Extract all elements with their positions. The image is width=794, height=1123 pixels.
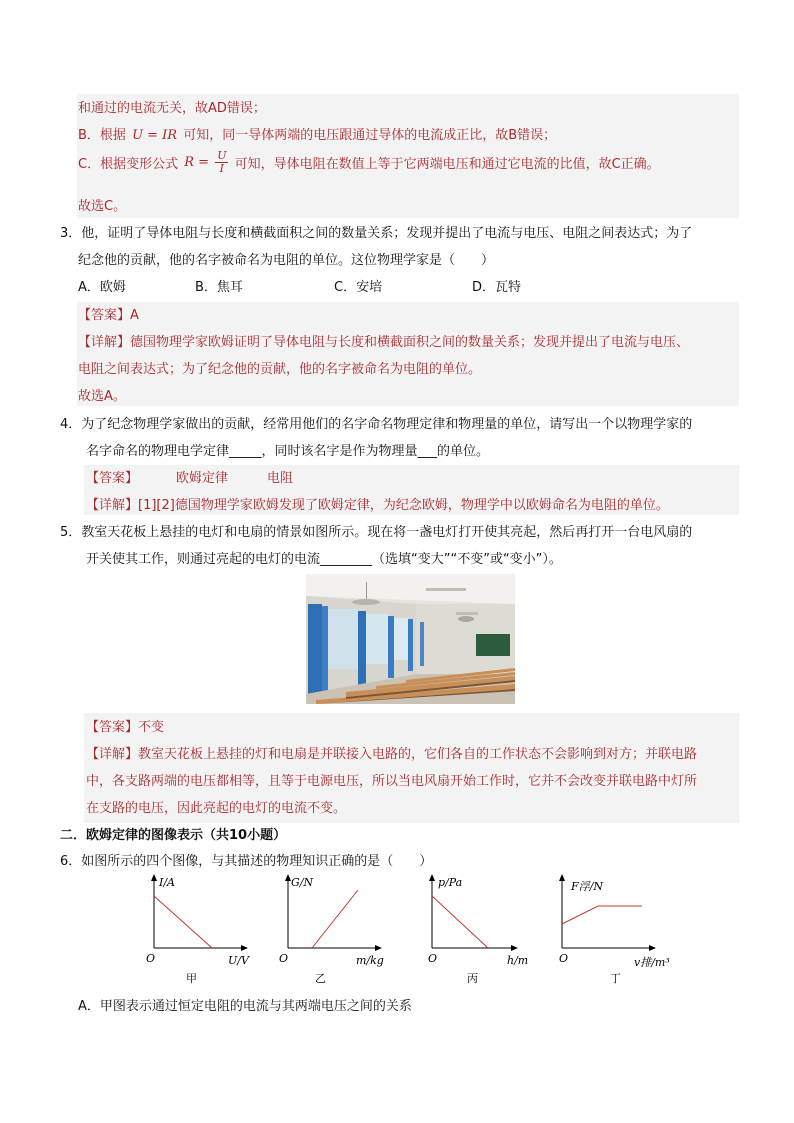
q3-text-line-2: 纪念他的贡献，他的名字被命名为电阻的单位。这位物理学家是（ ） bbox=[78, 253, 495, 268]
graph-bing-caption: 丙 bbox=[467, 972, 478, 985]
q5-text-line-1: 5．教室天花板上悬挂的电灯和电扇的情景如图所示。现在将一盏电灯打开使其亮起，然后再打开一台电风扇的 bbox=[60, 525, 693, 540]
graph-bing-y-label: p/Pa bbox=[438, 876, 463, 889]
graph-yi-y-label: G/N bbox=[291, 876, 314, 889]
q5-answer-value: 不变 bbox=[138, 720, 165, 735]
graph-ding-origin: O bbox=[559, 952, 569, 965]
prev-line-1: 和通过的电流无关，故AD错误； bbox=[78, 101, 266, 116]
q4-detail bbox=[86, 494, 669, 513]
q5-detail-label: 【详解】 bbox=[86, 747, 139, 762]
q5-detail-text-1: 教室天花板上悬挂的灯和电扇是并联接入电路的，它们各自的工作状态不会影响到对方；并联电路 bbox=[138, 747, 698, 762]
q3-answer bbox=[78, 304, 139, 323]
prev-b-formula: U = IR bbox=[132, 128, 178, 143]
graph-yi-x-label: m/kg bbox=[356, 954, 384, 967]
q3-option-c: C．安培 bbox=[334, 280, 383, 295]
prev-c-fraction-denominator: I bbox=[219, 162, 224, 175]
graph-jia-origin: O bbox=[146, 952, 156, 965]
graph-jia-caption: 甲 bbox=[186, 972, 197, 985]
q3-text-line-1: 3．他，证明了导体电阻与长度和横截面积之间的数量关系；发现并提出了电流与电压、电阻之间表达式；为了 bbox=[60, 226, 693, 241]
q3-option-a: A．欧姆 bbox=[78, 280, 126, 295]
q3-conclusion: 故选A。 bbox=[78, 389, 126, 404]
q4-answer bbox=[86, 467, 138, 486]
prev-option-b bbox=[78, 124, 556, 143]
q3-answer-label: 【答案】 bbox=[78, 308, 131, 323]
graph-bing-x-label: h/m bbox=[507, 954, 529, 967]
prev-conclusion: 故选C。 bbox=[78, 199, 127, 214]
q3-detail-line-2: 电阻之间表达式；为了纪念他的贡献，他的名字被命名为电阻的单位。 bbox=[78, 362, 482, 377]
prev-option-c bbox=[78, 150, 660, 175]
prev-c-prefix: C．根据变形公式 bbox=[78, 157, 179, 172]
graph-jia-y-label: I/A bbox=[159, 876, 175, 889]
graph-yi-caption: 乙 bbox=[315, 972, 326, 985]
prev-c-fraction-numerator: U bbox=[217, 149, 227, 162]
q5-answer bbox=[86, 716, 164, 735]
q4-answer-label: 【答案】 bbox=[86, 471, 139, 486]
prev-b-suffix: 可知，同一导体两端的电压跟通过导体的电流成正比，故B错误； bbox=[183, 128, 557, 143]
q6-option-a: A．甲图表示通过恒定电阻的电流与其两端电压之间的关系 bbox=[78, 999, 412, 1014]
q3-detail-text-1: 德国物理学家欧姆证明了导体电阻与长度和横截面积之间的数量关系；发现并提出了电流与电压、 bbox=[130, 335, 690, 350]
prev-b-prefix: B．根据 bbox=[78, 128, 126, 143]
q4-detail-text: [1][2]德国物理学家欧姆发现了欧姆定律，为纪念欧姆，物理学中以欧姆命名为电阻的单位。 bbox=[138, 498, 669, 513]
prev-c-fraction bbox=[215, 150, 228, 175]
q3-detail-line-1 bbox=[78, 331, 689, 350]
graph-bing bbox=[418, 872, 538, 984]
q5-text-line-2: 开关使其工作，则通过亮起的电灯的电流________（选填“变大”“不变”或“变小”）。 bbox=[86, 552, 562, 567]
q3-option-b: B．焦耳 bbox=[195, 280, 243, 295]
graph-ding-x-label: v排/m³ bbox=[634, 956, 670, 969]
graph-jia-x-label: U/V bbox=[228, 954, 249, 967]
q4-answer-1: 欧姆定律 bbox=[176, 471, 229, 486]
graph-bing-origin: O bbox=[428, 952, 438, 965]
q3-answer-box bbox=[77, 302, 739, 406]
q5-detail-line-3: 在支路的电压，因此亮起的电灯的电流不变。 bbox=[86, 801, 347, 816]
prev-c-suffix: 可知，导体电阻在数值上等于它两端电压和通过它电流的比值，故C正确。 bbox=[234, 157, 660, 172]
prev-c-formula-lhs: R = bbox=[184, 155, 210, 170]
q3-detail-label: 【详解】 bbox=[78, 335, 131, 350]
graph-yi-origin: O bbox=[279, 952, 289, 965]
q5-detail-line-2: 中，各支路两端的电压都相等，且等于电源电压，所以当电风扇开始工作时，它并不会改变并联电路中灯所 bbox=[86, 774, 698, 789]
graph-ding-y-label: F浮/N bbox=[571, 880, 603, 893]
section-title: 二．欧姆定律的图像表示（共10小题） bbox=[60, 828, 287, 843]
q6-text: 6．如图所示的四个图像，与其描述的物理知识正确的是（ ） bbox=[60, 854, 433, 869]
classroom-photo bbox=[306, 574, 515, 704]
graph-jia bbox=[140, 872, 260, 984]
q4-answer-2: 电阻 bbox=[267, 471, 294, 486]
graph-ding-caption: 丁 bbox=[610, 972, 621, 985]
q4-text-line-1: 4．为了纪念物理学家做出的贡献，经常用他们的名字命名物理定律和物理量的单位，请写出一个以物理学家的 bbox=[60, 417, 693, 432]
q3-option-d: D．瓦特 bbox=[472, 280, 522, 295]
q5-answer-label: 【答案】 bbox=[86, 720, 139, 735]
q4-detail-label: 【详解】 bbox=[86, 498, 139, 513]
q5-detail-line-1 bbox=[86, 743, 697, 762]
q3-answer-value: A bbox=[130, 308, 139, 323]
q4-text-line-2: 名字命名的物理电学定律_____，同时该名字是作为物理量___的单位。 bbox=[86, 444, 490, 459]
